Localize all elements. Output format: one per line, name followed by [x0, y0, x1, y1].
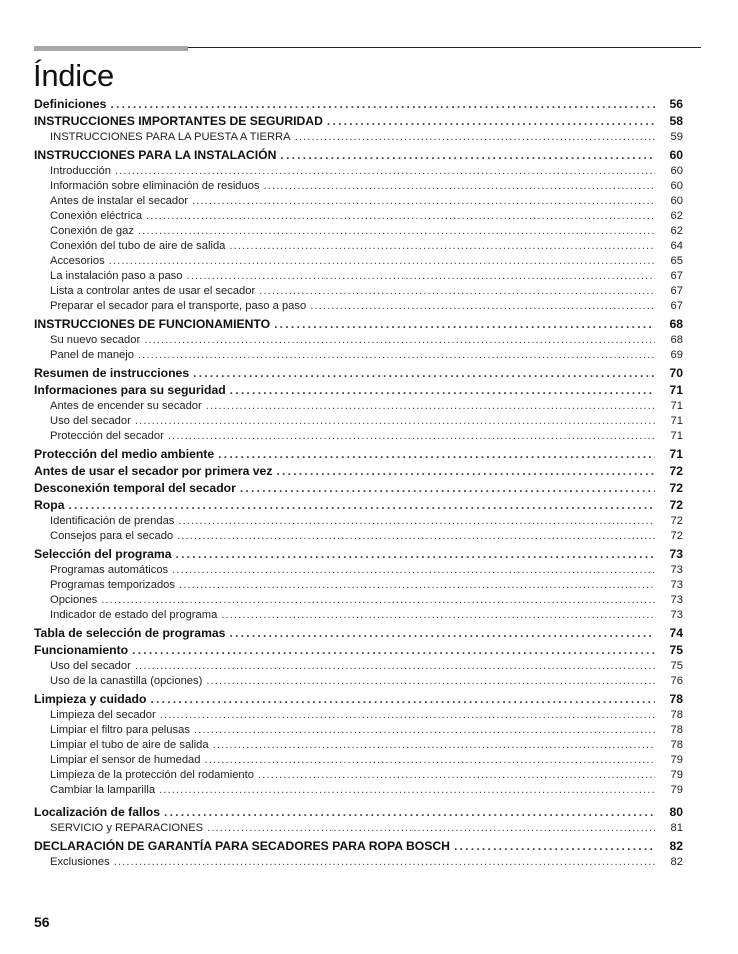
toc-entry-label: INSTRUCCIONES IMPORTANTES DE SEGURIDAD — [34, 114, 323, 128]
toc-dot-leader — [206, 674, 655, 689]
toc-entry-page: 73 — [670, 579, 683, 591]
toc-entry-label: Indicador de estado del programa — [50, 609, 218, 621]
toc-subentry[interactable] — [34, 284, 683, 299]
toc-dot-leader — [164, 804, 655, 821]
toc-dot-leader — [160, 708, 655, 723]
toc-entry-page: 59 — [670, 131, 683, 143]
toc-entry-page: 71 — [670, 430, 683, 442]
toc-entry-page: 67 — [670, 270, 683, 282]
toc-entry-label: Consejos para el secado — [50, 530, 174, 542]
toc-dot-leader — [114, 855, 655, 870]
toc-dot-leader — [135, 659, 655, 674]
toc-subentry[interactable] — [34, 563, 683, 578]
toc-dot-leader — [159, 783, 655, 798]
toc-entry-page: 80 — [669, 805, 683, 819]
toc-subentry[interactable] — [34, 593, 683, 608]
toc-dot-leader — [194, 723, 655, 738]
toc-subentry[interactable] — [34, 254, 683, 269]
toc-subentry[interactable] — [34, 659, 683, 674]
toc-subentry[interactable] — [34, 414, 683, 429]
toc-entry-label: Uso de la canastilla (opciones) — [50, 675, 203, 687]
toc-entry-page: 75 — [669, 643, 683, 657]
toc-subentry[interactable] — [34, 578, 683, 593]
toc-entry[interactable] — [34, 147, 683, 164]
toc-entry-page: 58 — [669, 114, 683, 128]
toc-dot-leader — [177, 529, 655, 544]
toc-entry-label: Programas temporizados — [50, 579, 175, 591]
toc-entry-page: 76 — [670, 675, 683, 687]
toc-entry-page: 73 — [669, 547, 683, 561]
page-number: 56 — [34, 914, 50, 930]
toc-dot-leader — [230, 382, 655, 399]
toc-entry-label: Limpieza y cuidado — [34, 692, 147, 706]
toc-entry-label: Introducción — [50, 165, 111, 177]
toc-subentry[interactable] — [34, 399, 683, 414]
toc-entry-page: 60 — [670, 195, 683, 207]
toc-entry-page: 67 — [670, 285, 683, 297]
toc-entry-label: Ropa — [34, 498, 65, 512]
toc-entry-label: Funcionamiento — [34, 643, 129, 657]
toc-entry-page: 62 — [670, 210, 683, 222]
toc-entry-label: Antes de encender su secador — [50, 400, 202, 412]
toc-entry-label: La instalación paso a paso — [50, 270, 183, 282]
toc-entry-page: 82 — [669, 839, 683, 853]
toc-entry-label: Programas automáticos — [50, 564, 169, 576]
toc-dot-leader — [221, 608, 655, 623]
toc-entry-page: 68 — [669, 317, 683, 331]
toc-entry-label: INSTRUCCIONES DE FUNCIONAMIENTO — [34, 317, 271, 331]
toc-entry-page: 73 — [670, 564, 683, 576]
toc-subentry[interactable] — [34, 514, 683, 529]
toc-entry-page: 68 — [670, 334, 683, 346]
toc-entry-page: 60 — [670, 165, 683, 177]
toc-entry-label: Protección del medio ambiente — [34, 447, 215, 461]
toc-dot-leader — [146, 209, 655, 224]
toc-subentry[interactable] — [34, 529, 683, 544]
toc-entry-page: 81 — [670, 822, 683, 834]
toc-entry-page: 73 — [670, 609, 683, 621]
toc-entry[interactable] — [34, 625, 683, 642]
toc-dot-leader — [207, 821, 655, 836]
toc-dot-leader — [186, 269, 655, 284]
toc-dot-leader — [276, 463, 655, 480]
toc-entry[interactable] — [34, 382, 683, 399]
toc-entry-label: Conexión del tubo de aire de salida — [50, 240, 226, 252]
toc-dot-leader — [101, 593, 655, 608]
toc-entry-page: 71 — [670, 415, 683, 427]
toc-subentry[interactable] — [34, 738, 683, 753]
toc-entry-page: 72 — [669, 481, 683, 495]
toc-entry-label: Limpieza de la protección del rodamiento — [50, 769, 254, 781]
toc-entry-page: 56 — [669, 97, 683, 111]
toc-subentry[interactable] — [34, 164, 683, 179]
toc-entry[interactable] — [34, 446, 683, 463]
toc-dot-leader — [132, 642, 655, 659]
toc-entry-label: Exclusiones — [50, 856, 110, 868]
toc-dot-leader — [259, 284, 655, 299]
toc-dot-leader — [144, 333, 655, 348]
toc-dot-leader — [213, 738, 655, 753]
toc-entry[interactable] — [34, 96, 683, 113]
toc-entry-page: 67 — [670, 300, 683, 312]
toc-dot-leader — [327, 113, 655, 130]
toc-dot-leader — [295, 130, 655, 145]
toc-entry-page: 78 — [670, 709, 683, 721]
toc-dot-leader — [172, 563, 655, 578]
toc-entry-label: Protección del secador — [50, 430, 164, 442]
toc-dot-leader — [192, 194, 655, 209]
toc-entry-label: Lista a controlar antes de usar el secador — [50, 285, 256, 297]
toc-subentry[interactable] — [34, 608, 683, 623]
toc-subentry[interactable] — [34, 821, 683, 836]
toc-entry[interactable] — [34, 546, 683, 563]
toc-dot-leader — [168, 429, 655, 444]
toc-dot-leader — [205, 753, 656, 768]
toc-entry-label: Su nuevo secador — [50, 334, 141, 346]
toc-entry-label: Limpiar el tubo de aire de salida — [50, 739, 209, 751]
toc-subentry[interactable] — [34, 348, 683, 363]
toc-entry-label: Limpieza del secador — [50, 709, 156, 721]
toc-entry-page: 60 — [669, 148, 683, 162]
toc-entry-page: 79 — [670, 784, 683, 796]
toc-entry-page: 71 — [669, 447, 683, 461]
toc-entry[interactable] — [34, 691, 683, 708]
toc-entry-page: 69 — [670, 349, 683, 361]
toc-subentry[interactable] — [34, 269, 683, 284]
toc-entry-label: Tabla de selección de programas — [34, 626, 226, 640]
toc-subentry[interactable] — [34, 855, 683, 870]
toc-dot-leader — [176, 546, 656, 563]
toc-entry-label: Panel de manejo — [50, 349, 134, 361]
toc-entry-label: Antes de usar el secador por primera vez — [34, 464, 273, 478]
toc-entry-label: Cambiar la lamparilla — [50, 784, 156, 796]
toc-subentry[interactable] — [34, 299, 683, 314]
toc-entry[interactable] — [34, 838, 683, 855]
toc-entry-label: Limpiar el sensor de humedad — [50, 754, 201, 766]
toc-dot-leader — [109, 254, 655, 269]
toc-subentry[interactable] — [34, 239, 683, 254]
toc-entry-label: INSTRUCCIONES PARA LA PUESTA A TIERRA — [50, 131, 291, 143]
toc-entry-page: 78 — [670, 724, 683, 736]
toc-entry[interactable] — [34, 497, 683, 514]
toc-dot-leader — [454, 838, 655, 855]
toc-entry-label: Informaciones para su seguridad — [34, 383, 226, 397]
toc-dot-leader — [229, 625, 655, 642]
toc-entry-label: Limpiar el filtro para pelusas — [50, 724, 190, 736]
toc-entry-page: 64 — [670, 240, 683, 252]
toc-subentry[interactable] — [34, 224, 683, 239]
toc-dot-leader — [258, 768, 655, 783]
toc-dot-leader — [115, 164, 655, 179]
toc-entry-page: 71 — [669, 383, 683, 397]
toc-entry-label: Uso del secador — [50, 415, 131, 427]
toc-dot-leader — [178, 514, 655, 529]
toc-entry-label: Antes de instalar el secador — [50, 195, 189, 207]
toc-dot-leader — [206, 399, 655, 414]
toc-entry[interactable] — [34, 463, 683, 480]
toc-subentry[interactable] — [34, 130, 683, 145]
toc-entry-page: 62 — [670, 225, 683, 237]
toc-entry-label: Definiciones — [34, 97, 107, 111]
toc-entry-page: 75 — [670, 660, 683, 672]
toc-dot-leader — [68, 497, 655, 514]
toc-entry-label: Uso del secador — [50, 660, 131, 672]
toc-subentry[interactable] — [34, 768, 683, 783]
toc-subentry[interactable] — [34, 209, 683, 224]
toc-dot-leader — [280, 147, 655, 164]
toc-entry-label: Información sobre eliminación de residuos — [50, 180, 260, 192]
toc-dot-leader — [240, 480, 655, 497]
toc-entry-page: 65 — [670, 255, 683, 267]
toc-entry[interactable] — [34, 642, 683, 659]
toc-entry-label: INSTRUCCIONES PARA LA INSTALACIÓN — [34, 148, 277, 162]
toc-entry-page: 72 — [670, 515, 683, 527]
toc-entry-label: Resumen de instrucciones — [34, 366, 190, 380]
toc-subentry[interactable] — [34, 194, 683, 209]
toc-entry-page: 72 — [670, 530, 683, 542]
toc-entry-label: Accesorios — [50, 255, 105, 267]
toc-entry-label: Identificación de prendas — [50, 515, 175, 527]
toc-entry[interactable] — [34, 113, 683, 130]
toc-dot-leader — [264, 179, 655, 194]
toc-dot-leader — [179, 578, 655, 593]
table-of-contents — [34, 96, 683, 870]
toc-subentry[interactable] — [34, 723, 683, 738]
toc-subentry[interactable] — [34, 429, 683, 444]
toc-subentry[interactable] — [34, 708, 683, 723]
toc-entry-label: Preparar el secador para el transporte, paso a paso — [50, 300, 307, 312]
toc-entry-page: 70 — [669, 366, 683, 380]
toc-dot-leader — [150, 691, 655, 708]
toc-entry-label: Desconexión temporal del secador — [34, 481, 236, 495]
toc-dot-leader — [218, 446, 655, 463]
header-accent-bar — [34, 46, 188, 51]
toc-dot-leader — [138, 348, 655, 363]
toc-entry-label: Conexión de gaz — [50, 225, 134, 237]
toc-dot-leader — [229, 239, 655, 254]
toc-entry-page: 82 — [670, 856, 683, 868]
toc-entry-page: 74 — [669, 626, 683, 640]
toc-subentry[interactable] — [34, 753, 683, 768]
toc-subentry[interactable] — [34, 783, 683, 798]
toc-subentry[interactable] — [34, 674, 683, 689]
toc-entry-page: 78 — [670, 739, 683, 751]
toc-entry-page: 71 — [670, 400, 683, 412]
toc-entry-page: 60 — [670, 180, 683, 192]
toc-entry-page: 78 — [669, 692, 683, 706]
toc-entry-page: 72 — [669, 464, 683, 478]
toc-entry-label: Selección del programa — [34, 547, 172, 561]
toc-entry-label: SERVICIO y REPARACIONES — [50, 822, 204, 834]
toc-entry-label: Conexión eléctrica — [50, 210, 143, 222]
toc-entry[interactable] — [34, 804, 683, 821]
toc-entry[interactable] — [34, 480, 683, 497]
toc-entry-page: 73 — [670, 594, 683, 606]
toc-dot-leader — [193, 365, 655, 382]
toc-dot-leader — [274, 316, 655, 333]
toc-subentry[interactable] — [34, 333, 683, 348]
toc-dot-leader — [138, 224, 655, 239]
toc-entry[interactable] — [34, 316, 683, 333]
toc-entry-page: 79 — [670, 754, 683, 766]
toc-entry-page: 72 — [669, 498, 683, 512]
toc-dot-leader — [135, 414, 655, 429]
toc-entry[interactable] — [34, 365, 683, 382]
toc-dot-leader — [310, 299, 655, 314]
page-title: Índice — [33, 58, 114, 93]
toc-entry-label: Opciones — [50, 594, 98, 606]
toc-subentry[interactable] — [34, 179, 683, 194]
toc-dot-leader — [110, 96, 655, 113]
toc-entry-label: Localización de fallos — [34, 805, 160, 819]
toc-entry-page: 79 — [670, 769, 683, 781]
toc-entry-label: DECLARACIÓN DE GARANTÍA PARA SECADORES PARA ROPA BOSCH — [34, 839, 450, 853]
